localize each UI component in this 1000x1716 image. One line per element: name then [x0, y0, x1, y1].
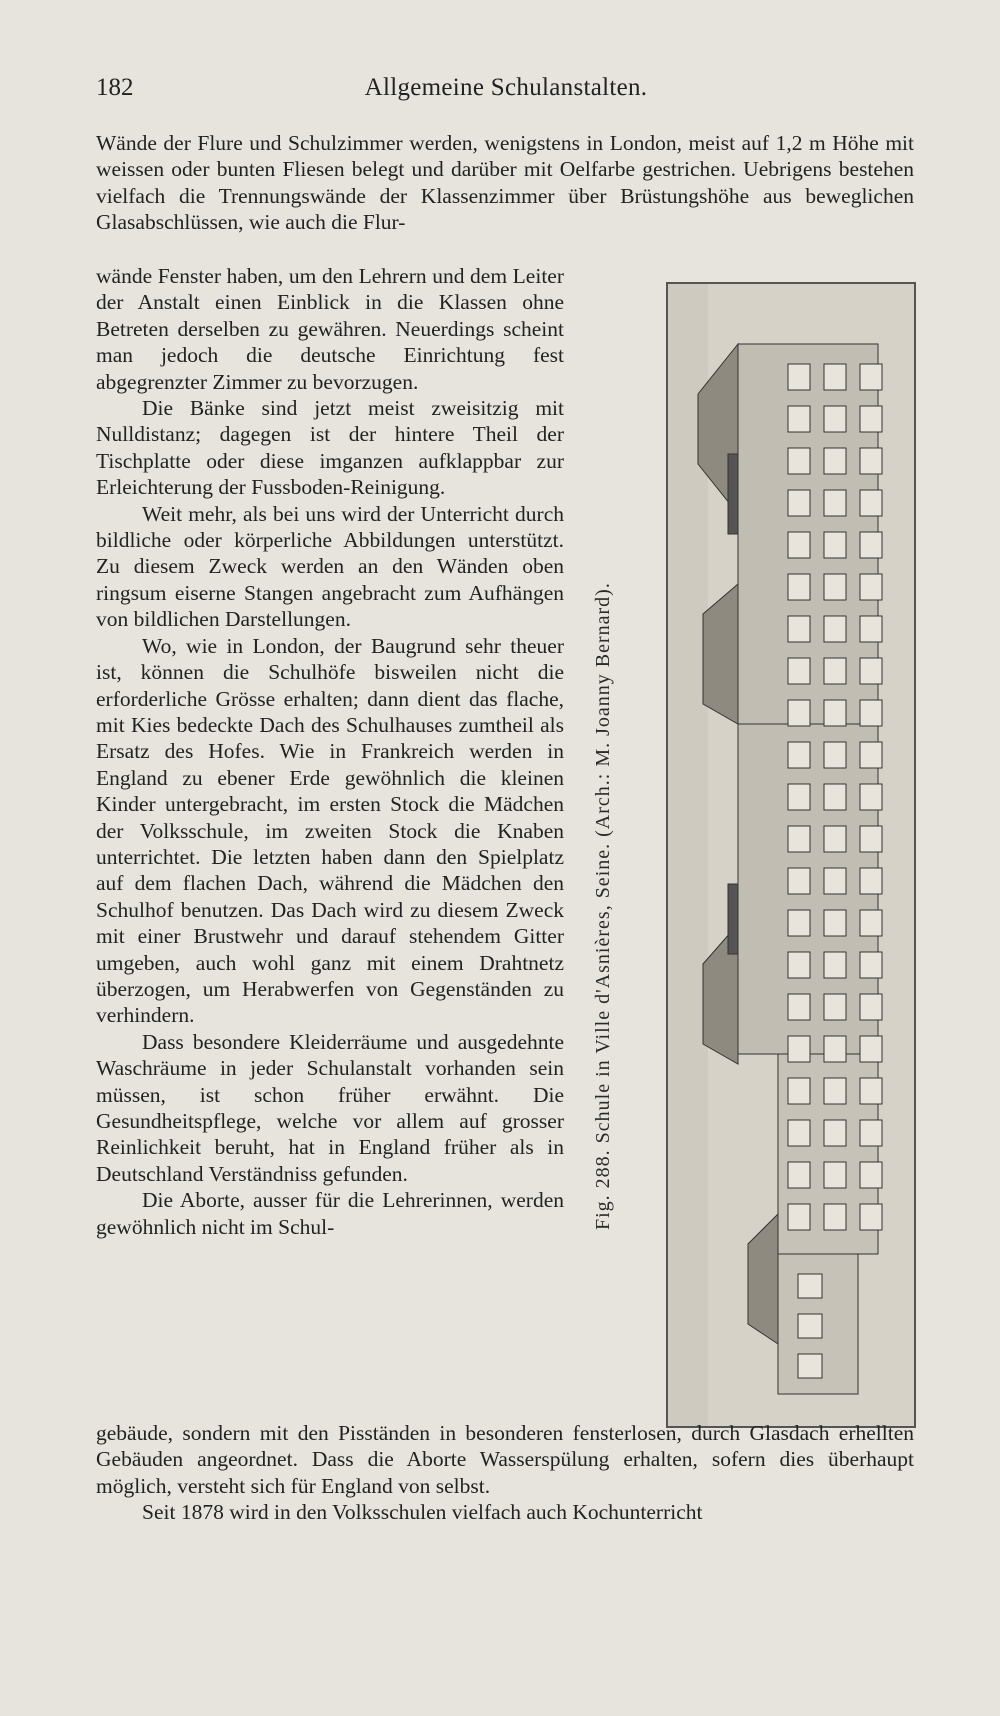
- window: [788, 490, 810, 516]
- window: [788, 448, 810, 474]
- window: [824, 1162, 846, 1188]
- window: [788, 1204, 810, 1230]
- text-block-bottom: [96, 1420, 914, 1526]
- figure-credit: (Arch.: M. Joanny Bernard).: [592, 582, 614, 837]
- window: [788, 658, 810, 684]
- window: [860, 1036, 882, 1062]
- window: [824, 1120, 846, 1146]
- window: [860, 574, 882, 600]
- window: [824, 994, 846, 1020]
- figure-number: Fig. 288.: [592, 1149, 614, 1230]
- paragraph: Dass besondere Kleiderräume und ausgedehnte Waschräume in jeder Schulanstalt vorhanden sein müssen, ist schon früher erwähnt. Die Gesundheitspflege, welche vor allem auf grosser Reinlichkeit beruht, hat in England früher als in Deutschland Verständniss gefunden.: [96, 1029, 564, 1186]
- window: [860, 1120, 882, 1146]
- page-header: [96, 74, 916, 114]
- window: [860, 910, 882, 936]
- window: [798, 1314, 822, 1338]
- window: [798, 1274, 822, 1298]
- window: [788, 1120, 810, 1146]
- window: [824, 574, 846, 600]
- window: [824, 658, 846, 684]
- window: [860, 868, 882, 894]
- window: [798, 1354, 822, 1378]
- paragraph: Wo, wie in London, der Baugrund sehr theuer ist, können die Schulhöfe bisweilen nicht die erforderliche Grösse erhalten; dann dient das flache, mit Kies bedeckte Dach des Schulhauses zumtheil als Ersatz des Hofes. Wie in Frankreich werden in England zu ebener Erde gewöhnlich die kleinen Kinder untergebracht, im ersten Stock die Mädchen der Volksschule, im zweiten Stock die Knaben unterrichtet. Die letzten haben dann den Spielplatz auf dem flachen Dach, während die Mädchen den Schulhof benutzen. Das Dach wird zu diesem Zweck mit einer Brustwehr und darauf stehendem Gitter umgeben, auch wohl ganz mit einem Drahtnetz überzogen, um Herabwerfen von Gegenständen zu verhindern.: [96, 633, 564, 1028]
- window: [788, 868, 810, 894]
- window: [824, 742, 846, 768]
- window: [824, 784, 846, 810]
- figure-caption: [592, 530, 632, 1230]
- window: [824, 700, 846, 726]
- window: [788, 826, 810, 852]
- window: [788, 1078, 810, 1104]
- window: [824, 448, 846, 474]
- window: [860, 448, 882, 474]
- window: [824, 616, 846, 642]
- window: [860, 994, 882, 1020]
- window: [788, 700, 810, 726]
- paragraph: Die Bänke sind jetzt meist zweisitzig mit Nulldistanz; dagegen ist der hintere Theil der Tischplatte oder diese imganzen aufklappbar zur Erleichterung der Fussboden-Reinigung.: [96, 396, 564, 500]
- window: [860, 1204, 882, 1230]
- window: [788, 574, 810, 600]
- window: [860, 490, 882, 516]
- window: [860, 1078, 882, 1104]
- window: [860, 742, 882, 768]
- window: [788, 364, 810, 390]
- figure-school-building: [666, 282, 916, 1428]
- window: [824, 532, 846, 558]
- window: [824, 406, 846, 432]
- window: [824, 868, 846, 894]
- paragraph: Wände der Flure und Schulzimmer werden, wenigstens in London, meist auf 1,2 m Höhe mit weissen oder bunten Fliesen belegt und darüber mit Oelfarbe gestrichen. Uebrigens bestehen vielfach die Trennungswände der Klassenzimmer über Brüstungshöhe aus beweglichen Glasabschlüssen, wie auch die Flur-: [96, 131, 914, 235]
- paragraph: wände Fenster haben, um den Lehrern und dem Leiter der Anstalt einen Einblick in die Klassen ohne Betreten derselben zu gewähren. Neuerdings scheint man jedoch die deutsche Einrichtung fest abgegrenzter Zimmer zu bevorzugen.: [96, 264, 564, 394]
- dark-accent: [728, 454, 738, 534]
- text-block-top: [96, 130, 914, 236]
- window: [860, 952, 882, 978]
- window: [824, 910, 846, 936]
- window: [788, 406, 810, 432]
- window: [860, 616, 882, 642]
- text-column-left: [96, 263, 564, 1240]
- window: [788, 532, 810, 558]
- window: [860, 700, 882, 726]
- window: [860, 364, 882, 390]
- page-number: 182: [96, 74, 134, 101]
- window: [824, 952, 846, 978]
- window: [788, 994, 810, 1020]
- window: [824, 1204, 846, 1230]
- window: [824, 1036, 846, 1062]
- window: [824, 1078, 846, 1104]
- window: [824, 490, 846, 516]
- window: [860, 658, 882, 684]
- window: [788, 742, 810, 768]
- school-facade-illustration: [668, 284, 914, 1426]
- window: [860, 784, 882, 810]
- window: [824, 826, 846, 852]
- window: [788, 784, 810, 810]
- running-head: Allgemeine Schulanstalten.: [364, 74, 648, 101]
- window: [860, 826, 882, 852]
- dark-accent: [728, 884, 738, 954]
- window: [788, 910, 810, 936]
- window: [788, 616, 810, 642]
- window: [860, 1162, 882, 1188]
- paragraph: Die Aborte, ausser für die Lehrerinnen, werden gewöhnlich nicht im Schul-: [96, 1188, 564, 1239]
- paragraph: gebäude, sondern mit den Pisständen in besonderen fensterlosen, durch Glasdach erhellten Gebäuden angeordnet. Dass die Aborte Wasserspülung erhalten, sofern dies überhaupt möglich, versteht sich für England von selbst.: [96, 1421, 914, 1498]
- window: [824, 364, 846, 390]
- window: [788, 952, 810, 978]
- window: [860, 406, 882, 432]
- window: [788, 1162, 810, 1188]
- window: [788, 1036, 810, 1062]
- window: [860, 532, 882, 558]
- figure-title: Schule in Ville d'Asnières, Seine.: [592, 842, 614, 1144]
- paragraph: Weit mehr, als bei uns wird der Unterricht durch bildliche oder körperliche Abbildungen unterstützt. Zu diesem Zweck werden an den Wänden oben ringsum eiserne Stangen angebracht zum Aufhängen von bildlichen Darstellungen.: [96, 501, 564, 632]
- paragraph: Seit 1878 wird in den Volksschulen vielfach auch Kochunterricht: [142, 1500, 703, 1525]
